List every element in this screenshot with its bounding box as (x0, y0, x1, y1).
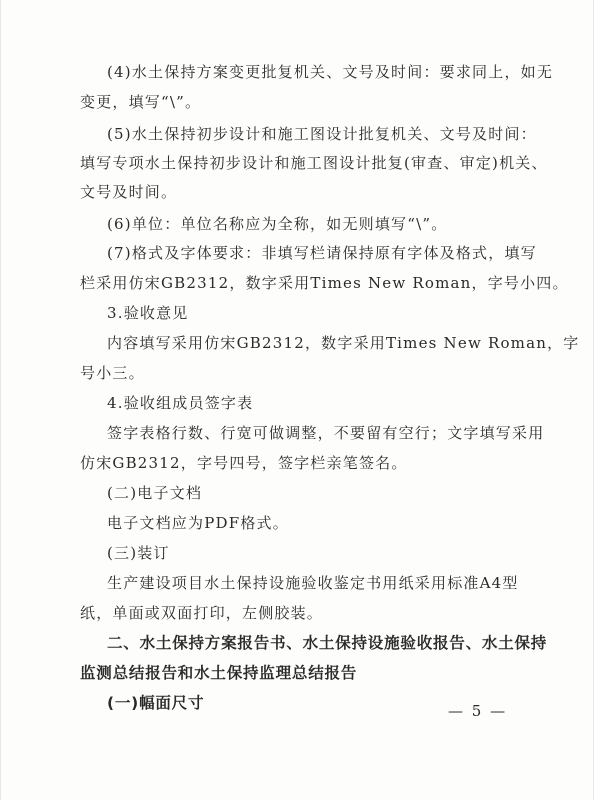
section-heading: 3.验收意见 (107, 304, 189, 322)
text-line: 电子文档应为PDF格式。 (107, 514, 289, 532)
section-heading: (一)幅面尺寸 (107, 694, 205, 712)
text-line: 号小三。 (80, 364, 145, 382)
text-line: 填写专项水土保持初步设计和施工图设计批复(审查、审定)机关、 (80, 154, 548, 172)
text-line: 文号及时间。 (80, 183, 178, 201)
section-heading: 4.验收组成员签字表 (107, 394, 254, 412)
text-line: 纸，单面或双面打印，左侧胶装。 (80, 604, 324, 622)
text-line: (5)水土保持初步设计和施工图设计批复机关、文号及时间： (107, 125, 537, 143)
chapter-heading: 二、水土保持方案报告书、水土保持设施验收报告、水土保持 (107, 634, 548, 652)
text-line: (7)格式及字体要求：非填写栏请保持原有字体及格式，填写 (107, 244, 537, 262)
text-line: 栏采用仿宋GB2312，数字采用Times New Roman，字号小四。 (80, 274, 569, 292)
text-line: 仿宋GB2312，字号四号，签字栏亲笔签名。 (80, 454, 408, 472)
text-line: 内容填写采用仿宋GB2312，数字采用Times New Roman，字 (107, 334, 580, 352)
text-line: 生产建设项目水土保持设施验收鉴定书用纸采用标准A4型 (107, 574, 519, 592)
text-line: (4)水土保持方案变更批复机关、文号及时间：要求同上，如无 (107, 63, 554, 81)
section-heading: (三)装订 (107, 544, 170, 562)
text-line: 签字表格行数、行宽可做调整，不要留有空行；文字填写采用 (107, 424, 545, 442)
page-number: — 5 — (448, 702, 508, 720)
text-line: (6)单位：单位名称应为全称，如无则填写“\”。 (107, 215, 448, 233)
text-line: 变更，填写“\”。 (80, 93, 202, 111)
section-heading: (二)电子文档 (107, 484, 203, 502)
chapter-heading: 监测总结报告和水土保持监理总结报告 (80, 664, 358, 682)
